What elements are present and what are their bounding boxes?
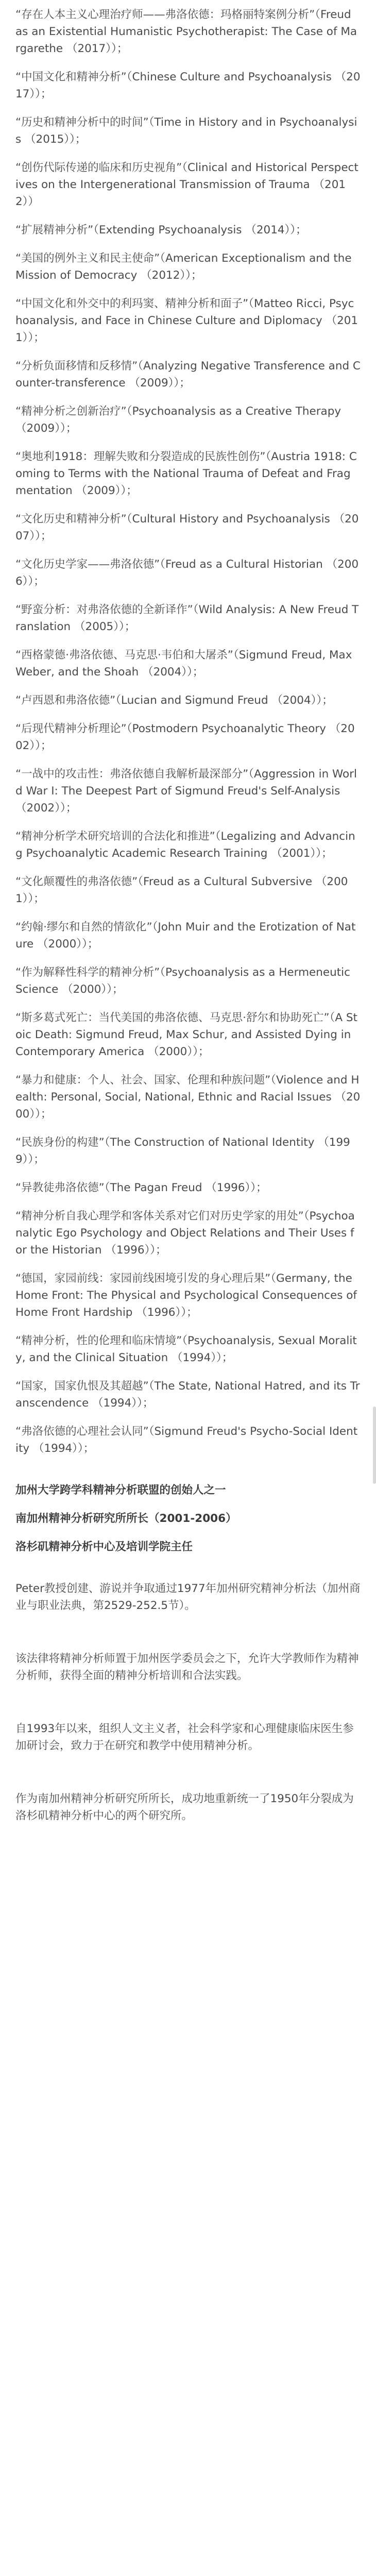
publication-item: “文化历史和精神分析”（Cultural History and Psychoanalysis （2007））； xyxy=(15,513,359,543)
publication-item: “卢西恩和弗洛依德”（Lucian and Sigmund Freud （2004））； xyxy=(15,694,333,707)
publication-list xyxy=(15,6,361,1457)
publication-item: “国家，国家仇恨及其超越”（The State, National Hatred, and its Transcendence （1994））； xyxy=(15,1380,360,1410)
roles-section xyxy=(15,1482,361,1555)
biography-paragraph: 自1993年以来，组织人文主义者，社会科学家和心理健康临床医生参加研讨会，致力于在研究和教学中使用精神分析。 xyxy=(15,1722,354,1752)
publication-item: “野蛮分析：对弗洛依德的全新译作”（Wild Analysis: A New Freud Translation （2005））； xyxy=(15,603,359,633)
publication-item: “西格蒙德·弗洛依德、马克思·韦伯和大屠杀”（Sigmund Freud, Max Weber, and the Shoah （2004））； xyxy=(15,649,352,679)
biography-paragraph: Peter教授创建、游说并争取通过1977年加州研究精神分析法（加州商业与职业法典，第2529-252.5节）。 xyxy=(15,1582,361,1612)
publication-item: “民族身份的构建”（The Construction of National Identity （1999））； xyxy=(15,1136,350,1166)
publication-item: “中国文化和精神分析”（Chinese Culture and Psychoanalysis （2017））； xyxy=(15,71,361,100)
publication-item: “分析负面移情和反移情”（Analyzing Negative Transference and Counter-transference （2009））； xyxy=(15,360,361,389)
publication-item: “作为解释性科学的精神分析”（Psychoanalysis as a Hermeneutic Science （2000））； xyxy=(15,966,350,996)
publication-item: “暴力和健康：个人、社会、国家、伦理和种族问题”（Violence and Health: Personal, Social, National, Ethnic and Racial Issues （2000））； xyxy=(15,1074,361,1121)
role-heading: 南加州精神分析研究所所长（2001-2006） xyxy=(15,1512,237,1525)
publication-item: “文化历史学家——弗洛依德”（Freud as a Cultural Historian （2006））； xyxy=(15,558,359,588)
publication-item: “文化颠覆性的弗洛依德”（Freud as a Cultural Subversive （2001））； xyxy=(15,875,348,905)
publication-item: “一战中的攻击性：弗洛依德自我解析最深部分”（Aggression in World War I: The Deepest Part of Sigmund Freud's Self-Analysis （2002））； xyxy=(15,768,357,815)
biography-paragraph: 作为南加州精神分析研究所所长，成功地重新统一了1950年分裂成为洛杉矶精神分析中心的两个研究所。 xyxy=(15,1792,354,1822)
role-heading: 洛杉矶精神分析中心及培训学院主任 xyxy=(15,1540,193,1553)
publication-item: “精神分析之创新治疗”（Psychoanalysis as a Creative Therapy （2009））； xyxy=(15,405,341,435)
publication-item: “弗洛依德的心理社会认同”（Sigmund Freud's Psycho-Social Identity （1994））； xyxy=(15,1425,358,1455)
publication-item: “精神分析，性的伦理和临床情境”（Psychoanalysis, Sexual Morality, and the Clinical Situation （1994））； xyxy=(15,1334,357,1364)
publication-item: “奥地利1918：理解失败和分裂造成的民族性创伤”（Austria 1918: Coming to Terms with the National Trauma of Defeat and Fragmentation （2009））； xyxy=(15,450,357,497)
publication-item: “后现代精神分析理论”（Postmodern Psychoanalytic Theory （2002））； xyxy=(15,722,355,752)
publication-item: “历史和精神分析中的时间”（Time in History and in Psychoanalysis （2015））； xyxy=(15,116,357,146)
publication-item: “德国，家园前线：家园前线困境引发的身心理后果”（Germany, the Home Front: The Physical and Psychological Consequences of Home Front Hardship （1996））； xyxy=(15,1272,357,1319)
scrollbar-thumb[interactable] xyxy=(373,1406,376,1484)
publication-item: “精神分析学术研究培训的合法化和推进”（Legalizing and Advancing Psychoanalytic Academic Research Training （2001））； xyxy=(15,830,355,860)
publication-item: “中国文化和外交中的利玛窦、精神分析和面子”（Matteo Ricci, Psychoanalysis, and Face in Chinese Culture and Diplomacy （2011））； xyxy=(15,297,358,344)
biography-paragraph: 该法律将精神分析师置于加州医学委员会之下，允许大学教师作为精神分析师，获得全面的精神分析培训和合法实践。 xyxy=(15,1652,359,1682)
publication-item: “异教徒弗洛依德”（The Pagan Freud （1996））； xyxy=(15,1181,267,1194)
publication-item: “创伤代际传递的临床和历史视角”（Clinical and Historical Perspectives on the Intergenerational Transmission of Trauma （2012）） xyxy=(15,161,358,208)
role-heading: 加州大学跨学科精神分析联盟的创始人之一 xyxy=(15,1484,226,1497)
biography-section xyxy=(15,1580,361,1824)
publication-item: “斯多葛式死亡：当代美国的弗洛依德、马克思·舒尔和协助死亡”（A Stoic Death: Sigmund Freud, Max Schur, and Assisted Dying in Contemporary America （2000））； xyxy=(15,1011,357,1058)
scrollbar-track[interactable] xyxy=(373,0,376,2576)
publication-item: “存在人本主义心理治疗师——弗洛依德：玛格丽特案例分析”（Freud as an Existential Humanistic Psychotherapist: The Case of Margarethe （2017））； xyxy=(15,8,357,55)
publication-item: “精神分析自我心理学和客体关系对它们对历史学家的用处”（Psychoanalytic Ego Psychology and Object Relations and Their Uses for the Historian （1996））； xyxy=(15,1210,355,1257)
publication-item: “美国的例外主义和民主使命”（American Exceptionalism and the Mission of Democracy （2012））； xyxy=(15,252,352,282)
publication-item: “约翰·缪尔和自然的情欲化”（John Muir and the Erotization of Nature （2000））； xyxy=(15,921,356,951)
publication-item: “扩展精神分析”（Extending Psychoanalysis （2014））； xyxy=(15,224,307,236)
